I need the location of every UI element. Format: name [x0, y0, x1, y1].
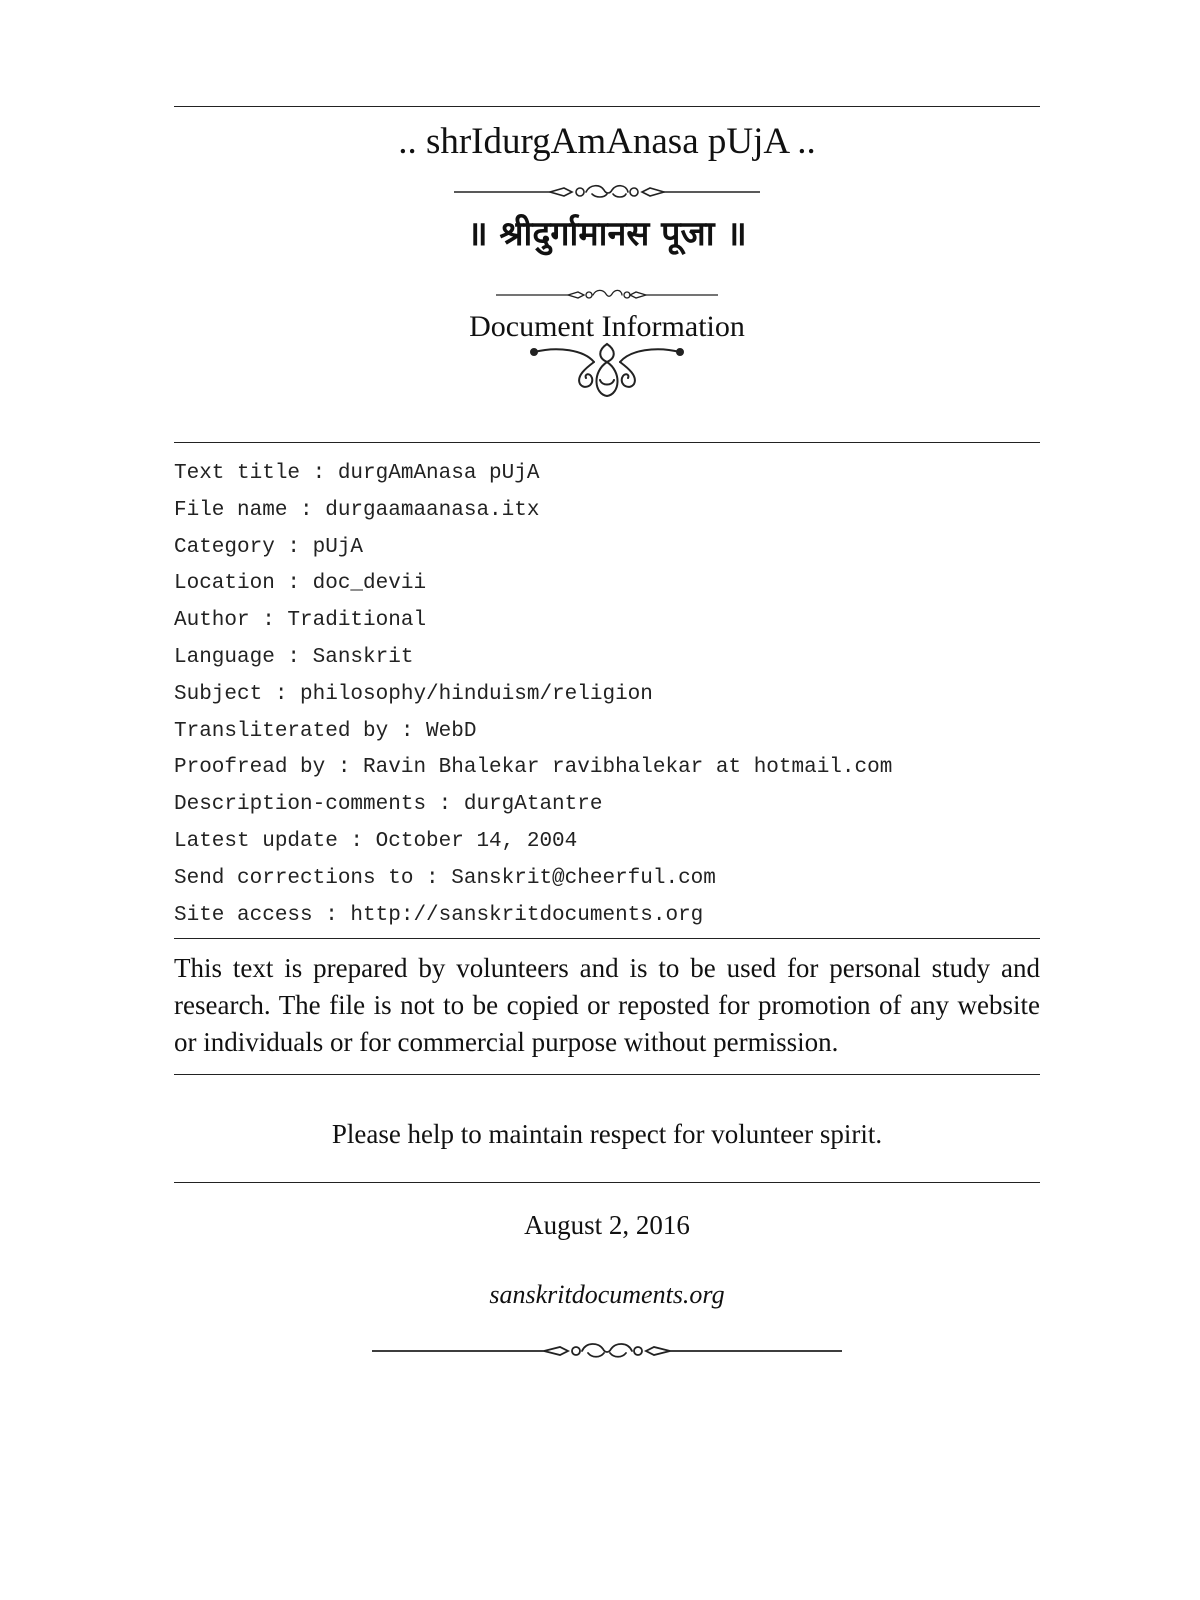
- info-line-send-corrections: Send corrections to : Sanskrit@cheerful.com: [174, 866, 716, 890]
- info-line-text-title: Text title : durgAmAnasa pUjA: [174, 462, 540, 485]
- top-rule: [174, 106, 1040, 107]
- document-date: August 2, 2016: [524, 1210, 690, 1240]
- info-line-language: Language : Sanskrit: [174, 645, 414, 669]
- small-flourish-divider-icon: [496, 286, 718, 304]
- info-line-file-name: File name : durgaamaanasa.itx: [174, 498, 540, 522]
- footer-top-rule: [174, 1182, 1040, 1183]
- info-top-rule: [174, 442, 1040, 443]
- document-page: [174, 0, 1040, 1600]
- title-devanagari: ॥ श्रीदुर्गामानस पूजा ॥: [467, 214, 747, 254]
- info-line-subject: Subject : philosophy/hinduism/religion: [174, 682, 653, 706]
- respect-note: Please help to maintain respect for volunteer spirit.: [331, 1119, 883, 1149]
- document-info-list: [174, 456, 1040, 934]
- disclaimer-bottom-rule: [174, 1074, 1040, 1075]
- info-line-author: Author : Traditional: [174, 609, 427, 633]
- flourish-divider-icon: [454, 180, 760, 204]
- footer-flourish-divider-icon: [372, 1338, 842, 1364]
- info-line-category: Category : pUjA: [174, 535, 364, 559]
- info-line-location: Location : doc_devii: [174, 572, 427, 596]
- info-line-site-access: Site access : http://sanskritdocuments.org: [174, 903, 704, 927]
- info-bottom-rule: [174, 938, 1040, 939]
- title-transliterated: .. shrIdurgAmAnasa pUjA ..: [398, 121, 816, 162]
- site-name: sanskritdocuments.org: [489, 1280, 725, 1309]
- volunteer-disclaimer: This text is prepared by volunteers and is to be used for personal study and research. The file is not to be copied or reposted for promotion of any website or individuals or for commercial purpose without permission.: [174, 953, 1040, 1057]
- section-heading: Document Information: [469, 310, 745, 343]
- info-line-latest-update: Latest update : October 14, 2004: [174, 829, 578, 853]
- info-line-transliterated-by: Transliterated by : WebD: [174, 719, 477, 743]
- scroll-ornament-icon: [528, 342, 686, 400]
- info-line-description: Description-comments : durgAtantre: [174, 793, 603, 817]
- info-line-proofread-by: Proofread by : Ravin Bhalekar ravibhalekar at hotmail.com: [174, 756, 893, 780]
